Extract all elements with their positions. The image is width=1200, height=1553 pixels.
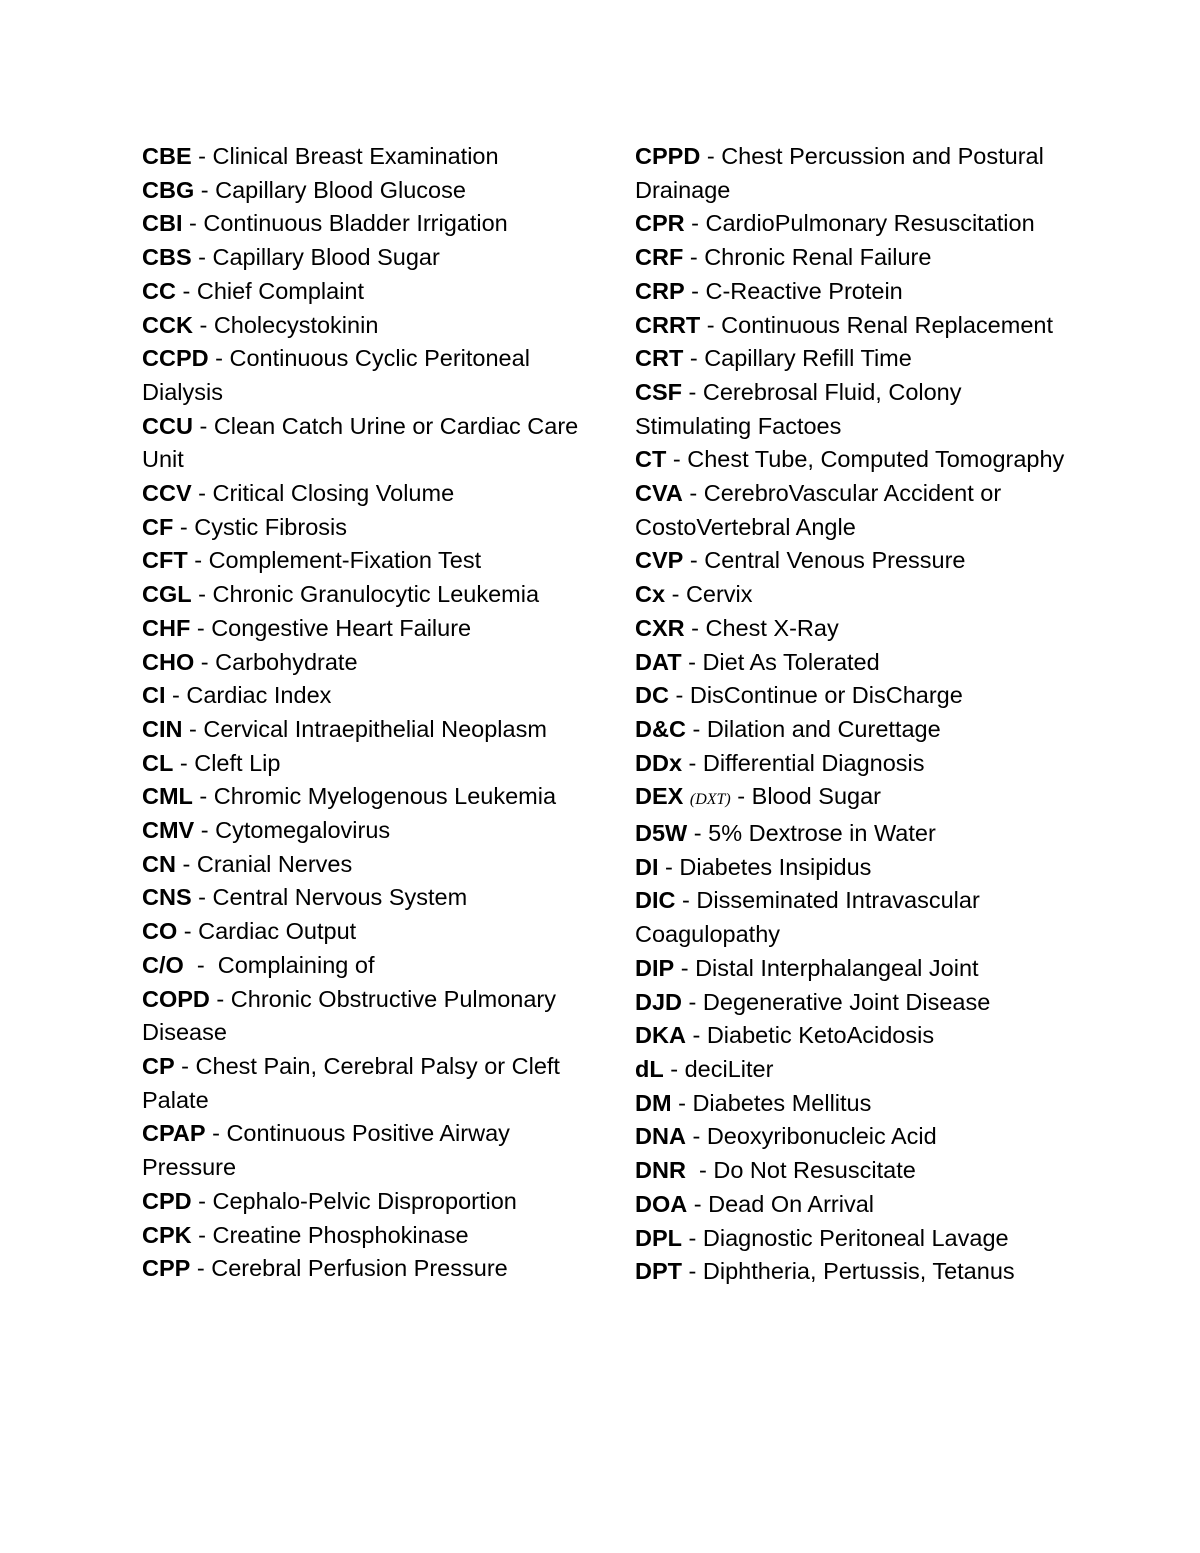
abbreviation-entry: [142, 1185, 592, 1219]
abbreviation-entry: [635, 578, 1065, 612]
abbreviation-entry: [635, 780, 1065, 817]
separator-dash: -: [682, 1224, 703, 1251]
separator-dash: -: [187, 547, 209, 574]
abbreviation-meaning: Diphtheria, Pertussis, Tetanus: [702, 1258, 1015, 1285]
separator-dash: -: [665, 581, 686, 608]
abbreviation-term: Cx: [635, 581, 666, 608]
abbreviation-meaning: Chronic Obstructive Pulmonary Disease: [142, 985, 556, 1046]
abbreviation-entry: [142, 410, 592, 477]
abbreviation-entry: [635, 1154, 1065, 1188]
abbreviation-term: CGL: [142, 581, 192, 608]
abbreviation-meaning: DisContinue or DisCharge: [689, 682, 963, 709]
abbreviation-entry: [635, 1255, 1065, 1289]
separator-dash: -: [191, 480, 213, 507]
abbreviation-meaning: Diabetes Insipidus: [679, 853, 872, 880]
abbreviation-term: COPD: [142, 985, 210, 1012]
abbreviation-entry: [142, 747, 592, 781]
separator-dash: -: [173, 749, 195, 776]
abbreviation-term: CFT: [142, 547, 188, 574]
abbreviation-entry: [635, 747, 1065, 781]
abbreviation-entry: [142, 477, 592, 511]
abbreviation-term: DM: [635, 1089, 672, 1116]
separator-dash: -: [183, 951, 218, 978]
abbreviation-meaning: Degenerative Joint Disease: [702, 988, 991, 1015]
abbreviation-term: CI: [142, 682, 166, 709]
abbreviation-meaning: Cervical Intraepithelial Neoplasm: [203, 715, 547, 742]
abbreviation-meaning: 5% Dextrose in Water: [708, 820, 936, 847]
left-column: [142, 140, 592, 1286]
abbreviation-meaning: Diabetes Mellitus: [692, 1089, 872, 1116]
separator-dash: -: [192, 311, 214, 338]
abbreviation-meaning: Carbohydrate: [215, 648, 358, 675]
abbreviation-meaning: Clinical Breast Examination: [212, 143, 499, 169]
abbreviation-entry: [635, 952, 1065, 986]
abbreviation-term: CBS: [142, 244, 192, 271]
abbreviation-term: C/O: [142, 951, 184, 978]
abbreviation-entry: [635, 207, 1065, 241]
abbreviation-entry: [142, 578, 592, 612]
abbreviation-term: CPK: [142, 1221, 192, 1248]
separator-dash: -: [671, 1089, 693, 1116]
separator-dash: -: [682, 378, 703, 405]
abbreviation-term: CXR: [635, 614, 685, 641]
separator-dash: -: [663, 1055, 685, 1082]
abbreviation-meaning: Central Venous Pressure: [704, 547, 966, 574]
abbreviation-entry: [635, 477, 1065, 544]
abbreviation-meaning: Central Nervous System: [212, 884, 468, 911]
abbreviation-entry: [142, 949, 592, 983]
abbreviation-term: CN: [142, 850, 176, 877]
abbreviation-entry: [635, 679, 1065, 713]
abbreviation-term: DKA: [635, 1022, 686, 1049]
abbreviation-meaning: Diet As Tolerated: [702, 648, 880, 675]
abbreviation-term: DNR: [635, 1157, 686, 1184]
abbreviation-meaning: Deoxyribonucleic Acid: [706, 1123, 937, 1150]
abbreviation-term: CC: [142, 277, 176, 304]
abbreviation-term: DIP: [635, 954, 675, 981]
separator-dash: -: [684, 210, 706, 237]
abbreviation-entry: [142, 174, 592, 208]
abbreviation-entry: [142, 612, 592, 646]
abbreviation-meaning: C-Reactive Protein: [705, 277, 903, 304]
abbreviation-entry: [635, 986, 1065, 1020]
abbreviation-meaning: Chest Percussion and Postural Drainage: [635, 143, 1044, 203]
abbreviation-term: DAT: [635, 648, 682, 675]
abbreviation-term: CBI: [142, 210, 183, 237]
separator-dash: -: [177, 918, 199, 945]
abbreviation-entry: [635, 1053, 1065, 1087]
abbreviation-term: CNS: [142, 884, 192, 911]
abbreviation-meaning: Complaining of: [217, 951, 375, 978]
abbreviation-term: CCPD: [142, 345, 209, 372]
abbreviation-term: CVA: [635, 480, 683, 507]
separator-dash: -: [658, 853, 680, 880]
right-column: [635, 140, 1065, 1289]
separator-dash: -: [674, 954, 696, 981]
abbreviation-entry: [635, 376, 1065, 443]
abbreviation-entry: [142, 544, 592, 578]
abbreviation-meaning: Cephalo-Pelvic Disproportion: [212, 1187, 517, 1214]
abbreviation-term: CPAP: [142, 1120, 206, 1147]
abbreviation-meaning: Continuous Positive Airway Pressure: [142, 1120, 510, 1181]
abbreviation-entry: [142, 342, 592, 409]
abbreviation-entry: [142, 713, 592, 747]
abbreviation-meaning: CardioPulmonary Resuscitation: [705, 210, 1035, 237]
abbreviation-meaning: Chronic Granulocytic Leukemia: [212, 581, 540, 608]
separator-dash: -: [700, 311, 722, 338]
abbreviation-term: DIC: [635, 887, 676, 914]
separator-dash: -: [175, 850, 197, 877]
abbreviation-meaning: Critical Closing Volume: [212, 480, 455, 507]
abbreviation-meaning: Diabetic KetoAcidosis: [706, 1022, 935, 1049]
separator-dash: -: [191, 244, 213, 271]
abbreviation-entry: [635, 612, 1065, 646]
abbreviation-entry: [142, 1050, 592, 1117]
abbreviation-meaning: Continuous Renal Replacement: [721, 311, 1053, 338]
separator-dash: -: [683, 244, 705, 271]
abbreviation-term: CCK: [142, 311, 193, 338]
separator-dash: -: [194, 176, 216, 203]
separator-dash: -: [685, 1123, 707, 1150]
abbreviation-entry: [142, 646, 592, 680]
abbreviation-meaning: Clean Catch Urine or Cardiac Care Unit: [142, 412, 579, 473]
abbreviation-term: CRF: [635, 244, 684, 271]
separator-dash: -: [191, 1221, 213, 1248]
abbreviation-term: CBE: [142, 143, 192, 169]
abbreviation-meaning: Chest Tube, Computed Tomography: [687, 446, 1065, 473]
abbreviation-entry: [635, 544, 1065, 578]
separator-dash: -: [682, 749, 703, 776]
abbreviation-term: DJD: [635, 988, 683, 1015]
abbreviation-entry: [142, 207, 592, 241]
abbreviation-entry: [142, 983, 592, 1050]
abbreviation-entry: [142, 814, 592, 848]
abbreviation-term: CHF: [142, 614, 191, 641]
abbreviation-entry: [142, 915, 592, 949]
separator-dash: -: [165, 682, 187, 709]
abbreviation-term: CRP: [635, 277, 685, 304]
abbreviation-entry: [142, 511, 592, 545]
abbreviation-entry: [142, 140, 592, 174]
abbreviation-term: DNA: [635, 1123, 686, 1150]
separator-dash: -: [190, 1255, 212, 1282]
abbreviation-meaning: Cerebral Perfusion Pressure: [211, 1255, 508, 1282]
abbreviation-meaning: Dilation and Curettage: [706, 715, 941, 742]
separator-dash: -: [687, 1190, 709, 1217]
abbreviation-meaning: Cranial Nerves: [196, 850, 353, 877]
abbreviation-term: CO: [142, 918, 178, 945]
separator-dash: -: [209, 985, 231, 1012]
separator-dash: -: [700, 143, 722, 169]
abbreviation-entry: [635, 140, 1065, 207]
abbreviation-entry: [142, 679, 592, 713]
separator-dash: -: [675, 887, 697, 914]
abbreviation-entry: [635, 817, 1065, 851]
abbreviation-meaning: Cholecystokinin: [213, 311, 379, 338]
abbreviation-meaning: Creatine Phosphokinase: [212, 1221, 469, 1248]
abbreviation-term: CP: [142, 1052, 175, 1079]
separator-dash: -: [682, 988, 703, 1015]
abbreviation-term: CRT: [635, 345, 684, 372]
abbreviation-term: CT: [635, 446, 667, 473]
abbreviation-entry: [142, 1219, 592, 1253]
abbreviation-term: CBG: [142, 176, 195, 203]
abbreviation-meaning: Capillary Refill Time: [704, 345, 912, 372]
abbreviation-meaning: Cardiac Index: [186, 682, 332, 709]
abbreviation-meaning: Do Not Resuscitate: [713, 1157, 916, 1184]
abbreviation-entry: [635, 443, 1065, 477]
abbreviation-term: CPR: [635, 210, 685, 237]
abbreviation-entry: [635, 884, 1065, 951]
abbreviation-entry: [635, 851, 1065, 885]
separator-dash: -: [194, 648, 216, 675]
separator-dash: -: [687, 820, 709, 847]
separator-dash: -: [685, 1022, 707, 1049]
separator-dash: -: [192, 412, 214, 439]
separator-dash: -: [190, 614, 212, 641]
abbreviation-term: DDx: [635, 749, 683, 776]
separator-dash: -: [191, 581, 213, 608]
abbreviation-term: DPL: [635, 1224, 682, 1251]
abbreviation-term: DPT: [635, 1258, 682, 1285]
abbreviation-note: (DXT): [689, 791, 731, 809]
abbreviation-meaning: Chief Complaint: [196, 277, 365, 304]
abbreviation-entry: [635, 646, 1065, 680]
abbreviation-meaning: Chest Pain, Cerebral Palsy or Cleft Palate: [142, 1052, 560, 1113]
abbreviation-entry: [635, 309, 1065, 343]
abbreviation-term: DC: [635, 682, 669, 709]
separator-dash: -: [682, 1258, 703, 1285]
separator-dash: -: [684, 277, 706, 304]
abbreviation-term: CL: [142, 749, 174, 776]
abbreviation-term: CSF: [635, 378, 682, 405]
separator-dash: -: [681, 648, 703, 675]
abbreviation-term: CF: [142, 513, 174, 540]
abbreviation-term: CPD: [142, 1187, 192, 1214]
abbreviation-term: CIN: [142, 715, 183, 742]
separator-dash: -: [682, 480, 704, 507]
separator-dash: -: [683, 547, 705, 574]
separator-dash: -: [191, 884, 213, 911]
separator-dash: -: [730, 783, 752, 810]
abbreviation-meaning: Chronic Renal Failure: [704, 244, 932, 271]
separator-dash: -: [173, 513, 195, 540]
abbreviation-meaning: Differential Diagnosis: [702, 749, 925, 776]
abbreviation-term: CML: [142, 783, 193, 810]
abbreviation-term: CPPD: [635, 143, 701, 169]
abbreviation-entry: [635, 1120, 1065, 1154]
abbreviation-meaning: CerebroVascular Accident or CostoVertebral Angle: [635, 480, 1002, 540]
abbreviation-term: DOA: [635, 1190, 688, 1217]
abbreviation-meaning: Disseminated Intravascular Coagulopathy: [635, 887, 980, 948]
abbreviation-term: DI: [635, 853, 659, 880]
abbreviation-meaning: Cerebrosal Fluid, Colony Stimulating Factoes: [635, 378, 962, 439]
separator-dash: -: [684, 614, 706, 641]
abbreviation-term: CCU: [142, 412, 193, 439]
abbreviation-entry: [635, 1188, 1065, 1222]
abbreviation-entry: [142, 1117, 592, 1184]
abbreviation-meaning: Chest X-Ray: [705, 614, 839, 641]
abbreviation-meaning: Cystic Fibrosis: [194, 513, 347, 540]
abbreviation-entry: [142, 881, 592, 915]
abbreviation-meaning: Dead On Arrival: [708, 1190, 875, 1217]
abbreviation-entry: [635, 1019, 1065, 1053]
abbreviation-entry: [635, 342, 1065, 376]
abbreviation-term: CVP: [635, 547, 684, 574]
abbreviation-meaning: Capillary Blood Sugar: [212, 244, 440, 271]
abbreviation-term: D&C: [635, 715, 686, 742]
abbreviation-term: CMV: [142, 817, 195, 844]
abbreviation-meaning: Complement-Fixation Test: [208, 547, 482, 574]
abbreviation-entry: [142, 275, 592, 309]
abbreviation-term: CCV: [142, 480, 192, 507]
abbreviation-entry: [635, 1222, 1065, 1256]
separator-dash: -: [208, 345, 230, 372]
abbreviation-meaning: Diagnostic Peritoneal Lavage: [702, 1224, 1009, 1251]
separator-dash: -: [205, 1120, 227, 1147]
abbreviation-meaning: Blood Sugar: [751, 783, 881, 810]
abbreviation-entry: [142, 780, 592, 814]
abbreviation-entry: [635, 713, 1065, 747]
abbreviation-meaning: Distal Interphalangeal Joint: [695, 954, 979, 981]
separator-dash: -: [683, 345, 705, 372]
separator-dash: -: [182, 210, 204, 237]
abbreviation-entry: [635, 1087, 1065, 1121]
abbreviation-meaning: deciLiter: [684, 1055, 774, 1082]
abbreviation-term: CRRT: [635, 311, 701, 338]
abbreviation-meaning: Capillary Blood Glucose: [215, 176, 466, 203]
abbreviation-term: CPP: [142, 1255, 191, 1282]
abbreviation-term: D5W: [635, 820, 688, 847]
separator-dash: -: [192, 783, 214, 810]
separator-dash: -: [668, 682, 690, 709]
abbreviation-meaning: Cleft Lip: [194, 749, 281, 776]
separator-dash: -: [194, 817, 216, 844]
separator-dash: -: [174, 1052, 196, 1079]
separator-dash: -: [175, 277, 197, 304]
abbreviation-term: DEX: [635, 783, 684, 810]
abbreviation-meaning: Cervix: [685, 581, 753, 608]
abbreviation-entry: [142, 1252, 592, 1286]
abbreviation-meaning: Congestive Heart Failure: [211, 614, 472, 641]
abbreviation-meaning: Cytomegalovirus: [215, 817, 391, 844]
abbreviation-entry: [142, 241, 592, 275]
separator-dash: -: [191, 143, 213, 169]
abbreviation-term: CHO: [142, 648, 195, 675]
abbreviation-entry: [142, 848, 592, 882]
abbreviation-entry: [635, 241, 1065, 275]
separator-dash: -: [191, 1187, 213, 1214]
abbreviation-meaning: Continuous Bladder Irrigation: [203, 210, 508, 237]
abbreviation-meaning: Continuous Cyclic Peritoneal Dialysis: [142, 345, 530, 405]
abbreviation-entry: [142, 309, 592, 343]
abbreviation-meaning: Chromic Myelogenous Leukemia: [213, 783, 557, 810]
abbreviation-meaning: Cardiac Output: [198, 918, 357, 945]
separator-dash: -: [685, 1157, 714, 1184]
abbreviation-entry: [635, 275, 1065, 309]
separator-dash: -: [182, 715, 204, 742]
abbreviation-term: dL: [635, 1055, 664, 1082]
separator-dash: -: [685, 715, 707, 742]
separator-dash: -: [666, 446, 688, 473]
